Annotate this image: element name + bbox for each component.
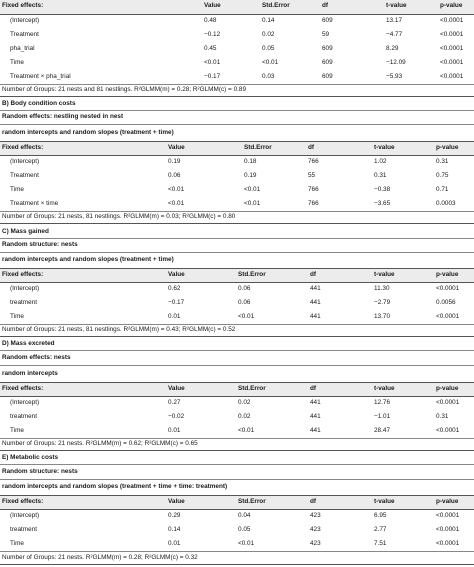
header-fixed-effects: Fixed effects: [2,144,44,151]
random-structure: random intercepts and random slopes (treatment + time) [2,129,174,136]
random-effects: Random effects: nestling nested in nest [2,113,124,120]
table-note: Number of Groups: 21 nests and 81 nestlings. R²GLMM(m) = 0.28; R²GLMM(c) = 0.89 [2,86,247,93]
cell-se: 0.02 [238,399,251,406]
header-t-value: t-value [386,2,407,9]
header-df: df [310,385,317,392]
cell-df: 55 [308,172,316,179]
cell-value: −0.12 [204,31,221,38]
header-value: Value [168,498,185,505]
cell-p: <0.0001 [436,526,460,533]
cell-value: 0.29 [168,512,181,519]
cell-value: <0.01 [168,186,185,193]
cell-t: −1.01 [374,413,391,420]
cell-t: 12.76 [374,399,390,406]
cell-t: 7.51 [374,540,387,547]
header-std-error: Std.Error [238,498,266,505]
header-std-error: Std.Error [238,271,266,278]
row-label: treatment [10,299,37,306]
cell-df: 609 [322,73,333,80]
row-label: Time [10,313,24,320]
cell-se: 0.18 [244,158,257,165]
header-t-value: t-value [374,498,395,505]
section-title: E) Metabolic costs [2,454,59,461]
section-title: D) Mass excreted [2,340,55,347]
header-df: df [310,498,317,505]
cell-df: 766 [308,158,319,165]
row-label: Time [10,427,24,434]
header-t-value: t-value [374,271,395,278]
header-fixed-effects: Fixed effects: [2,498,44,505]
section-title: C) Mass gained [2,228,49,235]
cell-p: <0.0001 [440,31,464,38]
cell-t: 6.95 [374,512,387,519]
cell-se: 0.14 [262,17,275,24]
cell-value: 0.27 [168,399,181,406]
cell-t: 28.47 [374,427,390,434]
cell-value: −0.17 [168,299,185,306]
row-label: Treatment × time [10,200,59,207]
table-note: Number of Groups: 21 nests. R²GLMM(m) = 0.28; R²GLMM(c) = 0.32 [2,554,198,561]
random-structure: random intercepts [2,370,58,377]
header-p-value: p-value [436,385,459,392]
cell-df: 423 [310,526,321,533]
cell-se: <0.01 [238,540,255,547]
table-note: Number of Groups: 21 nests, 81 nestlings. R²GLMM(m) = 0.43; R²GLMM(c) = 0.52 [2,326,236,333]
row-label: Treatment [10,172,39,179]
cell-se: <0.01 [238,313,255,320]
cell-value: 0.45 [204,45,217,52]
random-structure-label: Random structure: nests [2,468,78,475]
cell-df: 441 [310,413,321,420]
cell-t: −5.93 [386,73,403,80]
header-p-value: p-value [436,498,459,505]
cell-t: −2.79 [374,299,391,306]
header-df: df [322,2,329,9]
cell-se: 0.02 [262,31,275,38]
cell-p: <0.0001 [436,540,460,547]
header-fixed-effects: Fixed effects: [2,385,44,392]
cell-value: <0.01 [168,200,185,207]
header-df: df [310,271,317,278]
cell-df: 609 [322,17,333,24]
cell-p: 0.31 [436,158,449,165]
cell-t: −4.77 [386,31,403,38]
row-label: treatment [10,526,37,533]
cell-value: 0.62 [168,285,181,292]
header-value: Value [204,2,221,9]
cell-df: 609 [322,45,333,52]
cell-se: 0.03 [262,73,275,80]
header-fixed-effects: Fixed effects: [2,2,44,9]
cell-se: <0.01 [262,59,279,66]
cell-df: 441 [310,427,321,434]
cell-value: <0.01 [204,59,221,66]
cell-p: <0.0001 [436,399,460,406]
header-p-value: p-value [440,2,463,9]
cell-value: 0.01 [168,427,181,434]
cell-df: 59 [322,31,330,38]
cell-p: 0.75 [436,172,449,179]
header-value: Value [168,385,185,392]
cell-t: 13.70 [374,313,390,320]
cell-t: −3.65 [374,200,391,207]
row-label: Time [10,186,24,193]
cell-p: 0.31 [436,413,449,420]
row-label: (Intercept) [10,512,40,519]
cell-p: <0.0001 [436,313,460,320]
row-label: (Intercept) [10,158,40,165]
cell-se: <0.01 [244,186,261,193]
header-std-error: Std.Error [262,2,290,9]
cell-df: 766 [308,200,319,207]
table-note: Number of Groups: 21 nests, 81 nestlings. R²GLMM(m) = 0.03; R²GLMM(c) = 0.80 [2,213,236,220]
row-label: pha_trial [10,45,35,52]
row-label: Time [10,540,24,547]
cell-value: 0.01 [168,540,181,547]
cell-df: 441 [310,285,321,292]
cell-value: 0.01 [168,313,181,320]
cell-t: −12.09 [386,59,406,66]
cell-t: 8.29 [386,45,399,52]
cell-value: 0.48 [204,17,217,24]
cell-df: 441 [310,399,321,406]
header-fixed-effects: Fixed effects: [2,271,44,278]
random-effects: Random effects: nests [2,354,71,361]
header-p-value: p-value [436,271,459,278]
cell-value: 0.14 [168,526,181,533]
header-value: Value [168,271,185,278]
cell-value: −0.02 [168,413,185,420]
table-note: Number of Groups: 21 nests. R²GLMM(m) = 0.62; R²GLMM(c) = 0.65 [2,440,198,447]
cell-df: 766 [308,186,319,193]
cell-p: <0.0001 [440,59,464,66]
cell-t: 0.31 [374,172,387,179]
cell-t: 1.02 [374,158,387,165]
cell-se: 0.04 [238,512,251,519]
cell-df: 441 [310,313,321,320]
random-structure: random intercepts and random slopes (treatment + time) [2,256,174,263]
cell-p: <0.0001 [440,17,464,24]
cell-t: 2.77 [374,526,387,533]
cell-se: 0.05 [262,45,275,52]
cell-p: <0.0001 [440,73,464,80]
row-label: treatment [10,413,37,420]
section-title: B) Body condition costs [2,100,76,107]
cell-se: <0.01 [238,427,255,434]
header-df: df [308,144,315,151]
cell-se: <0.01 [244,200,261,207]
cell-value: 0.06 [168,172,181,179]
random-structure: random intercepts and random slopes (treatment + time + time: treatment) [2,483,228,490]
header-std-error: Std.Error [244,144,272,151]
header-p-value: p-value [436,144,459,151]
cell-p: <0.0001 [440,45,464,52]
row-label: Treatment [10,31,39,38]
cell-se: 0.05 [238,526,251,533]
cell-t: 11.30 [374,285,390,292]
cell-se: 0.06 [238,299,251,306]
row-label: Treatment × pha_trial [10,73,71,80]
cell-value: −0.17 [204,73,221,80]
cell-p: <0.0001 [436,427,460,434]
header-t-value: t-value [374,144,395,151]
header-t-value: t-value [374,385,395,392]
cell-value: 0.19 [168,158,181,165]
cell-se: 0.02 [238,413,251,420]
cell-se: 0.06 [238,285,251,292]
row-label: (Intercept) [10,399,40,406]
cell-p: <0.0001 [436,512,460,519]
random-structure-label: Random structure: nests [2,241,78,248]
row-label: Time [10,59,24,66]
cell-p: 0.0056 [436,299,456,306]
row-label: (Intercept) [10,285,40,292]
cell-t: −0.38 [374,186,391,193]
cell-p: 0.71 [436,186,449,193]
cell-df: 441 [310,299,321,306]
cell-p: 0.0003 [436,200,456,207]
cell-df: 423 [310,512,321,519]
row-label: (Intercept) [10,17,40,24]
cell-df: 609 [322,59,333,66]
cell-t: 13.17 [386,17,402,24]
cell-p: <0.0001 [436,285,460,292]
cell-df: 423 [310,540,321,547]
cell-se: 0.19 [244,172,257,179]
header-value: Value [168,144,185,151]
header-std-error: Std.Error [238,385,266,392]
